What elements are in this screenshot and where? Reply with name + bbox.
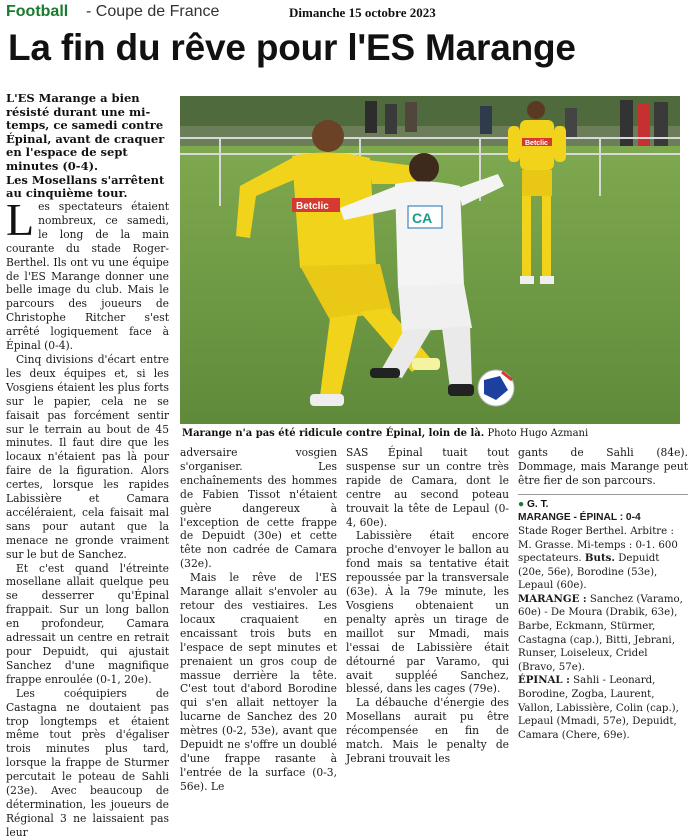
lead-paragraph-2: Les Mosellans s'arrêtent au cinquième tour.: [6, 172, 165, 201]
match-fiche: [518, 494, 688, 743]
article-paragraph-6: Mais le rêve de l'ES Marange allait s'envoler au retour des vestiaires. Les locaux craquaient en encaissant trois buts en l'espace de sept minutes et prenaient un gros coup de massue derrière la tête. C'est tout d'abord Borodine qui s'en allait nettoyer la lucarne de Sanchez des 20 mètres (0-2, 53e), avant que Depuidt ne s'offre un doublé d'une frappe rasante à l'entrée de la surface (0-3, 56e). Le: [180, 571, 337, 793]
article-headline: La fin du rêve pour l'ES Marange: [8, 27, 576, 68]
lineup-marange: MARANGE : Sanchez (Varamo, 60e) - De Moura (Drabik, 63e), Barbe, Eckmann, Stürmer, Castagna (cap.), Bitti, Jebrani, Runser, Loiseleux, Cridel (Bravo, 57e).: [518, 592, 683, 673]
section-subrubric: - Coupe de France: [86, 3, 220, 20]
article-paragraph-4: Les coéquipiers de Castagna ne doutaient pas trop longtemps et étaient même tout près d'égaliser trois minutes plus tard, lorsque la frappe de Sturmer percutait le poteau de Sahli (23e). Avec beaucoup de détermination, les joueurs de Régional 3 ne laissaient pas leur: [6, 686, 169, 839]
publication-date: Dimanche 15 octobre 2023: [289, 5, 436, 20]
article-paragraph-1: Les spectateurs étaient nombreux, ce samedi, le long de la main courante du stade Roger-Berthel. Ils ont vu une équipe de l'ES Marange donner une belle image du club. Mais le parcours des joueurs de Christophe Ritcher s'est arrêté logiquement face à Épinal (0-4).: [6, 194, 169, 353]
drop-cap: L: [6, 194, 35, 245]
article-paragraph-7: SAS Épinal tuait tout suspense sur un contre très rapide de Camara, dont le centre au second poteau trouvait la tête de Lepaul (0-4, 60e).: [346, 446, 509, 529]
article-paragraph-9: La débauche d'énergie des Mosellans aurait pu être récompensée en fin de match. Mais le penalty de Jebrani trouvait les: [346, 696, 509, 765]
match-photo: [180, 96, 680, 424]
article-paragraph-5: adversaire vosgien s'organiser. Les enchaînements des hommes de Fabien Tissot n'étaient guère dangereux à l'exception de cette frappe de Depuidt (30e) et cette tête non cadrée de Camara (32e).: [180, 446, 337, 571]
article-column-2: [180, 446, 337, 793]
match-photo-illustration: [180, 96, 680, 424]
sponsor-text-2: Betclic: [525, 140, 548, 147]
article-lead: [6, 92, 171, 201]
article-column-1: [6, 194, 169, 839]
match-details: Stade Roger Berthel. Arbitre : M. Grasse. Mi-temps : 0-1. 600 spectateurs. Buts. Depuidt (20e, 56e), Borodine (53e), Lepaul (60e).: [518, 525, 678, 592]
article-paragraph-8: Labissière était encore proche d'envoyer le ballon au fond mais sa tentative était repoussée par la transversale (63e). À la 79e minute, les Vosgiens obtenaient un penalty après un tirage de maillot sur Mmadi, mais l'essai de Labissière était détourné par Varamo, qui avait suppléé Sanchez, blessé, dans les cages (79e).: [346, 529, 509, 696]
photo-caption: [182, 427, 687, 440]
shirt-logo-text: CA: [412, 210, 433, 226]
lineup-epinal: ÉPINAL : Sahli - Leonard, Borodine, Zogba, Laurent, Vallon, Labissière, Colin (cap.), Lepaul (Mmadi, 57e), Depuidt, Camara (Chere, 69e).: [518, 674, 679, 741]
sponsor-text-1: Betclic: [296, 201, 329, 212]
football-ball: [478, 370, 514, 406]
article-column-4: [518, 446, 688, 741]
author-signature: ● G. T.: [518, 494, 688, 512]
match-score-title: MARANGE - ÉPINAL : 0-4: [518, 512, 641, 524]
article-column-3: [346, 446, 509, 765]
lead-paragraph-1: L'ES Marange a bien résisté durant une mi-temps, ce samedi contre Épinal, avant de craquer en l'espace de sept minutes (0-4).: [6, 91, 165, 173]
article-paragraph-2: Cinq divisions d'écart entre les deux équipes et, si les Vosgiens étaient les plus forts sur le papier, cela ne se faisait pas forcément sentir sur le terrain au bout de 45 minutes. Il faut dire que les locaux n'étaient pas là pour faire de la figuration. Alors certes, lorsque les rapides Labissière et Camara accéléraient, cela faisait mal sans pour autant que la menace ne gronde vraiment sur le but de Sanchez.: [6, 352, 169, 561]
photo-credit: Photo Hugo Azmani: [487, 428, 589, 439]
article-paragraph-3: Et c'est quand l'étreinte mosellane allait quelque peu se desserrer qu'Épinal frappait. Sur un long ballon en profondeur, Camara adressait un centre en retrait pour Depuidt, qui ajustait Sanchez d'une magnifique frappe enroulée (0-1, 20e).: [6, 561, 169, 686]
section-rubric: Football: [6, 3, 69, 20]
section-header: [6, 3, 695, 25]
photo-caption-text: Marange n'a pas été ridicule contre Épinal, loin de là.: [182, 428, 485, 439]
article-paragraph-10: gants de Sahli (84e). Dommage, mais Marange peut être fier de son parcours.: [518, 446, 688, 487]
